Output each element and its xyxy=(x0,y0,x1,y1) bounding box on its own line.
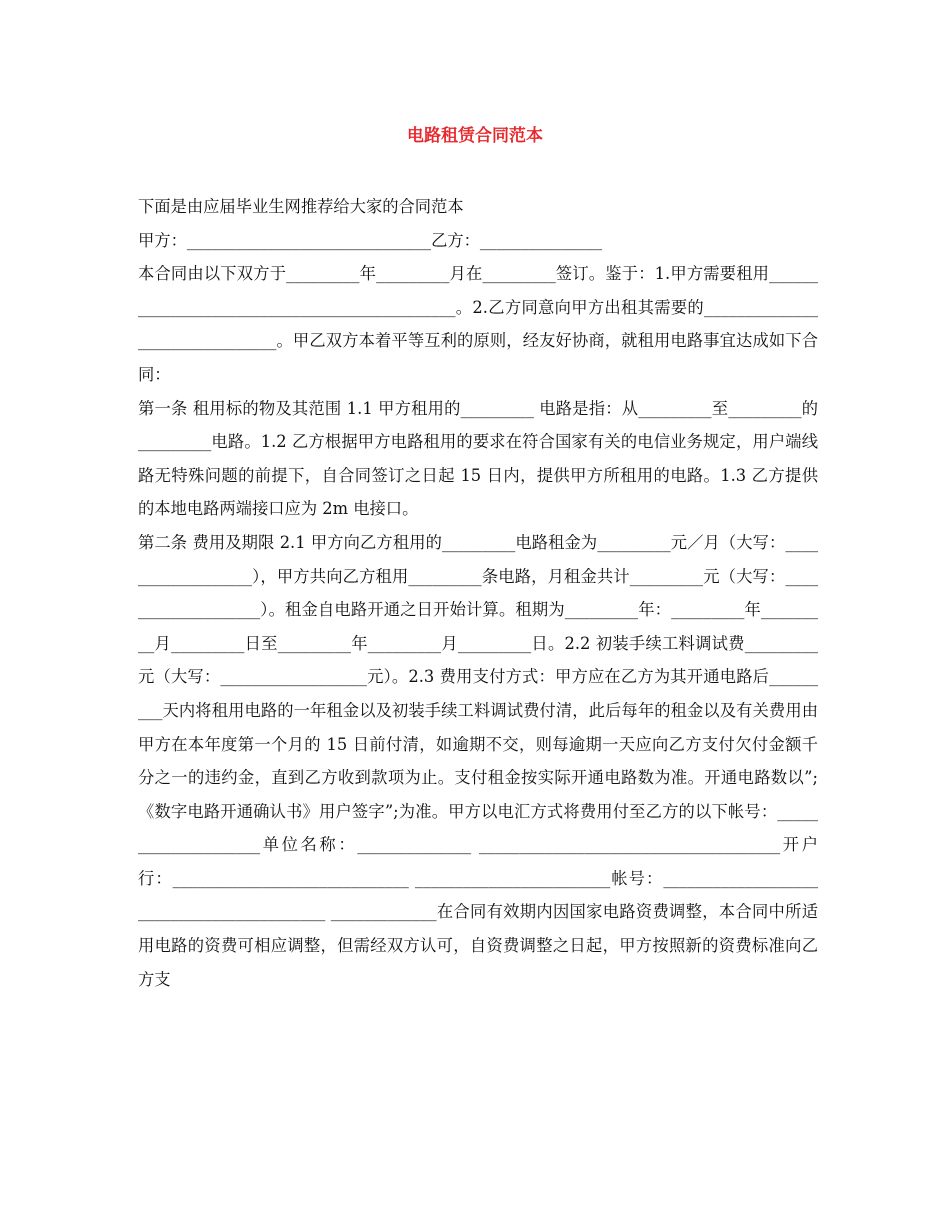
document-title: 电路租赁合同范本 xyxy=(407,126,543,146)
intro-line: 下面是由应届毕业生网推荐给大家的合同范本 xyxy=(138,197,464,216)
preamble-paragraph: 本合同由以下双方于_________年_________月在_________签订。鉴于：1.甲方需要租用_____________________________________________。2.乙方同意向甲方出租其需要的_______________________________。甲乙双方本着平等互利的原则，经友好协商，就租用电路事宜达成如下合同： xyxy=(138,264,818,384)
article-two-paragraph: 第二条 费用及期限 2.1 甲方向乙方租用的_________电路租金为_________元／月（大写：__________________），甲方共向乙方租用_________条电路，月租金共计_________元（大写：___________________）。租金自电路开通之日开始计算。租期为_________年：_________年_________月_________日至_________年_________月_________日。2.2 初装手续工料调试费_________元（大写：__________________元）。2.3 费用支付方式：甲方应在乙方为其开通电路后_________天内将租用电路的一年租金以及初装手续工料调试费付清，此后每年的租金以及有关费用由甲方在本年度第一个月的 15 日前付清，如逾期不交，则每逾期一天应向乙方支付欠付金额千分之一的违约金，直到乙方收到款项为止。支付租金按实际开通电路数为准。开通电路数以”;《数字电路开通确认书》用户签字”;为准。甲方以电汇方式将费用付至乙方的以下帐号：____________________单位名称：______________ _____________________________________开户行：_____________________________ ________________________帐号：__________________________________________ _____________在合同有效期内因国家电路资费调整，本合同中所适用电路的资费可相应调整，但需经双方认可，自资费调整之日起，甲方按照新的资费标准向乙方支 xyxy=(138,532,818,989)
article-one-paragraph: 第一条 租用标的物及其范围 1.1 甲方租用的_________ 电路是指：从_________至_________的_________电路。1.2 乙方根据甲方电路租用的要求在符合国家有关的电信业务规定，用户端线路无特殊问题的前提下，自合同签订之日起 15 日内，提供甲方所租用的电路。1.3 乙方提供的本地电路两端接口应为 2m 电接口。 xyxy=(138,398,818,519)
contract-body xyxy=(138,190,818,996)
parties-line: 甲方：______________________________乙方：_______________ xyxy=(138,230,603,250)
